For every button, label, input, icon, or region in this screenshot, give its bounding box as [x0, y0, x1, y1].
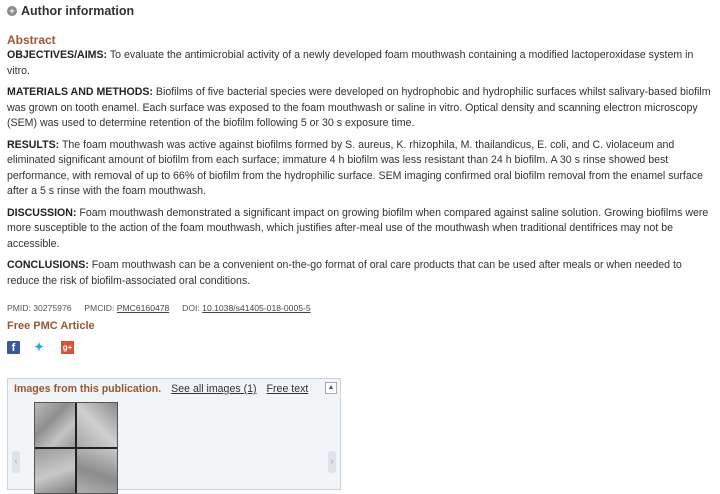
abstract-heading: Abstract: [7, 33, 56, 47]
section-label: OBJECTIVES/AIMS:: [7, 49, 108, 61]
free-text-link[interactable]: Free text: [266, 383, 309, 395]
pmid-label: PMID:: [7, 303, 31, 313]
facebook-icon[interactable]: f: [7, 341, 20, 354]
abstract-body: [7, 48, 713, 295]
pmid-value: 30275976: [33, 303, 72, 313]
abstract-section-discussion: [7, 206, 713, 253]
doi-label: DOI:: [182, 303, 200, 313]
thumbnail-panel: [77, 403, 117, 447]
carousel-prev-button[interactable]: ‹: [12, 451, 20, 473]
google-plus-icon[interactable]: g+: [62, 343, 73, 352]
thumbnail-panel: [35, 403, 75, 447]
section-label: MATERIALS AND METHODS:: [7, 86, 153, 98]
abstract-section-results: [7, 138, 713, 200]
pmcid-label: PMCID:: [84, 303, 115, 313]
doi-link[interactable]: 10.1038/s41405-018-0005-5: [202, 303, 311, 313]
thumbnail-panel: [77, 449, 117, 493]
figure-thumbnail[interactable]: [34, 402, 118, 494]
images-panel-header: [8, 379, 340, 399]
carousel-next-button[interactable]: ›: [328, 451, 336, 473]
section-text: Foam mouthwash can be a convenient on-the-go format of oral care products that can be used after meals or when needed to reduce the risk of biofilm-associated oral conditions.: [7, 259, 682, 287]
images-panel-title: Images from this publication.: [14, 383, 162, 395]
section-label: DISCUSSION:: [7, 206, 77, 219]
plus-circle-icon: +: [7, 6, 17, 16]
images-from-publication-panel: [7, 378, 341, 490]
free-pmc-article-link[interactable]: Free PMC Article: [7, 320, 95, 332]
see-all-images-link[interactable]: See all images (1): [171, 383, 257, 395]
abstract-section-objectives: [7, 48, 713, 79]
abstract-section-conclusions: [7, 258, 713, 289]
section-label: RESULTS:: [7, 138, 60, 151]
collapse-arrow-icon[interactable]: ▲: [325, 382, 337, 394]
section-text: The foam mouthwash was active against biofilms formed by S. aureus, K. rhizophila, M. thailandicus, E. coli, and C. violaceum and eliminated significant amount of biofilm from each surface; immature 4 h biofilm was less resistant than 24 h biofilm. A 30 s rinse showed best performance, with removal of up to 66% of biofilm from the hydrophilic surface. SEM imaging confirmed oral biofilm removal from the enamel surface after a 5 s rinse with the foam mouthwash.: [7, 138, 703, 197]
author-information-label: Author information: [21, 4, 135, 18]
section-text: Biofilms of five bacterial species were developed on hydrophobic and hydrophilic surfaces whilst salivary-based biofilm was grown on tooth enamel. Each surface was exposed to the foam mouthwash or saline in vitro. Optical density and scanning electron microscopy (SEM) was used to determine retention of the biofilm following 5 or 30 s exposure time.: [7, 86, 711, 129]
pmcid-link[interactable]: PMC6160478: [116, 303, 170, 313]
thumbnail-panel: [35, 449, 75, 493]
author-information-toggle[interactable]: [7, 4, 134, 18]
section-label: CONCLUSIONS:: [7, 259, 89, 271]
article-identifiers: [7, 303, 311, 313]
abstract-section-methods: [7, 85, 713, 132]
share-buttons: [7, 341, 74, 354]
twitter-icon[interactable]: ✦: [34, 340, 45, 354]
section-text: Foam mouthwash demonstrated a significant impact on growing biofilm when compared against saline solution. Growing biofilms were more susceptible to the action of the foam mouthwash, which justifies after-meal use of the mouthwash when traditional dentifrices may not be accessible.: [7, 206, 709, 250]
section-text: To evaluate the antimicrobial activity of a newly developed foam mouthwash containing a modified lactoperoxidase system in vitro.: [7, 49, 694, 77]
